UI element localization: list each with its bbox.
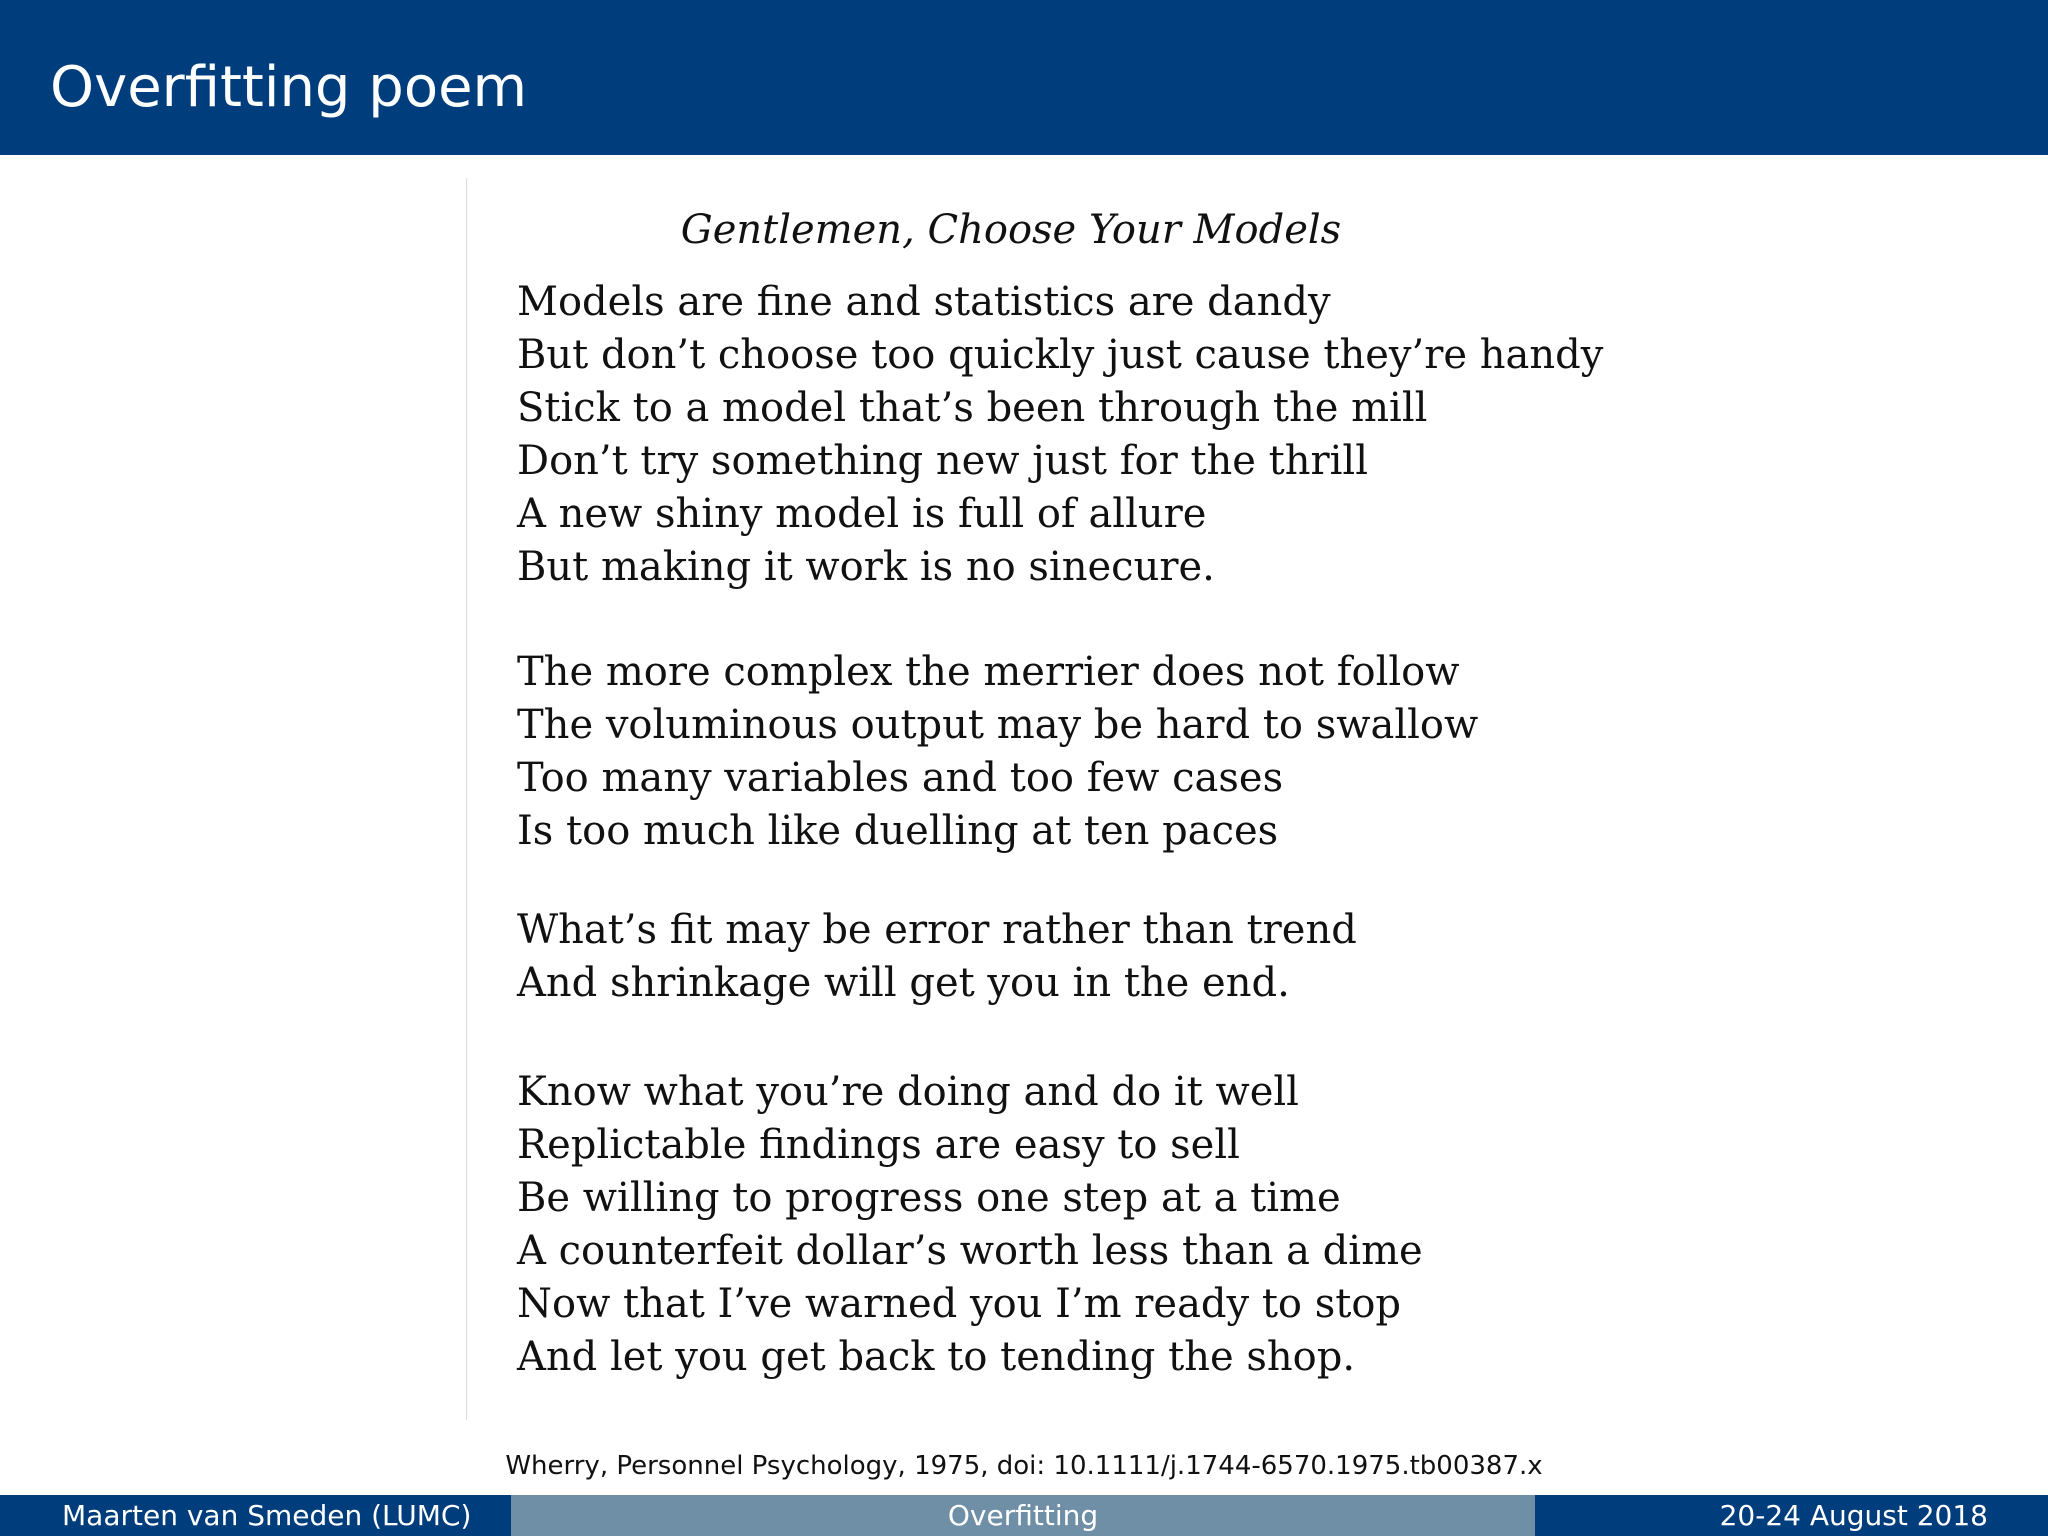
- poem-line: Be willing to progress one step at a time: [517, 1175, 1341, 1221]
- poem-line: The voluminous output may be hard to swallow: [517, 702, 1479, 748]
- poem-image: [466, 178, 1647, 1420]
- poem-line: And let you get back to tending the shop.: [517, 1334, 1356, 1380]
- slide-title: Overfitting poem: [50, 55, 528, 120]
- footer-author: Maarten van Smeden (LUMC): [0, 1495, 511, 1536]
- footer-date: 20-24 August 2018: [1535, 1495, 2048, 1536]
- poem-line: What’s fit may be error rather than trend: [517, 907, 1357, 953]
- poem-line: Stick to a model that’s been through the mill: [517, 385, 1428, 431]
- poem-line: And shrinkage will get you in the end.: [517, 960, 1290, 1006]
- poem-line: Replictable findings are easy to sell: [517, 1122, 1240, 1168]
- poem-line: Models are fine and statistics are dandy: [517, 279, 1331, 325]
- poem-line: But don’t choose too quickly just cause they’re handy: [517, 332, 1604, 378]
- footer-bar: [0, 1495, 2048, 1536]
- poem-line: The more complex the merrier does not follow: [517, 649, 1460, 695]
- footer-topic: Overfitting: [511, 1495, 1535, 1536]
- poem-line: Don’t try something new just for the thrill: [517, 438, 1368, 484]
- poem-stanza-1: [517, 276, 1603, 594]
- poem-line: A new shiny model is full of allure: [517, 491, 1207, 537]
- poem-stanza-4: [517, 1066, 1423, 1384]
- poem-line: Now that I’ve warned you I’m ready to stop: [517, 1281, 1402, 1327]
- poem-stanza-3: [517, 904, 1357, 1010]
- poem-line: Know what you’re doing and do it well: [517, 1069, 1299, 1115]
- poem-line: Is too much like duelling at ten paces: [517, 808, 1279, 854]
- poem-line: A counterfeit dollar’s worth less than a dime: [517, 1228, 1423, 1274]
- poem-title: Gentlemen, Choose Your Models: [680, 207, 1342, 253]
- poem-line: But making it work is no sinecure.: [517, 544, 1215, 590]
- title-bar: [0, 0, 2048, 155]
- citation: Wherry, Personnel Psychology, 1975, doi: 10.1111/j.1744-6570.1975.tb00387.x: [505, 1451, 1543, 1481]
- poem-stanza-2: [517, 646, 1478, 858]
- poem-line: Too many variables and too few cases: [517, 755, 1284, 801]
